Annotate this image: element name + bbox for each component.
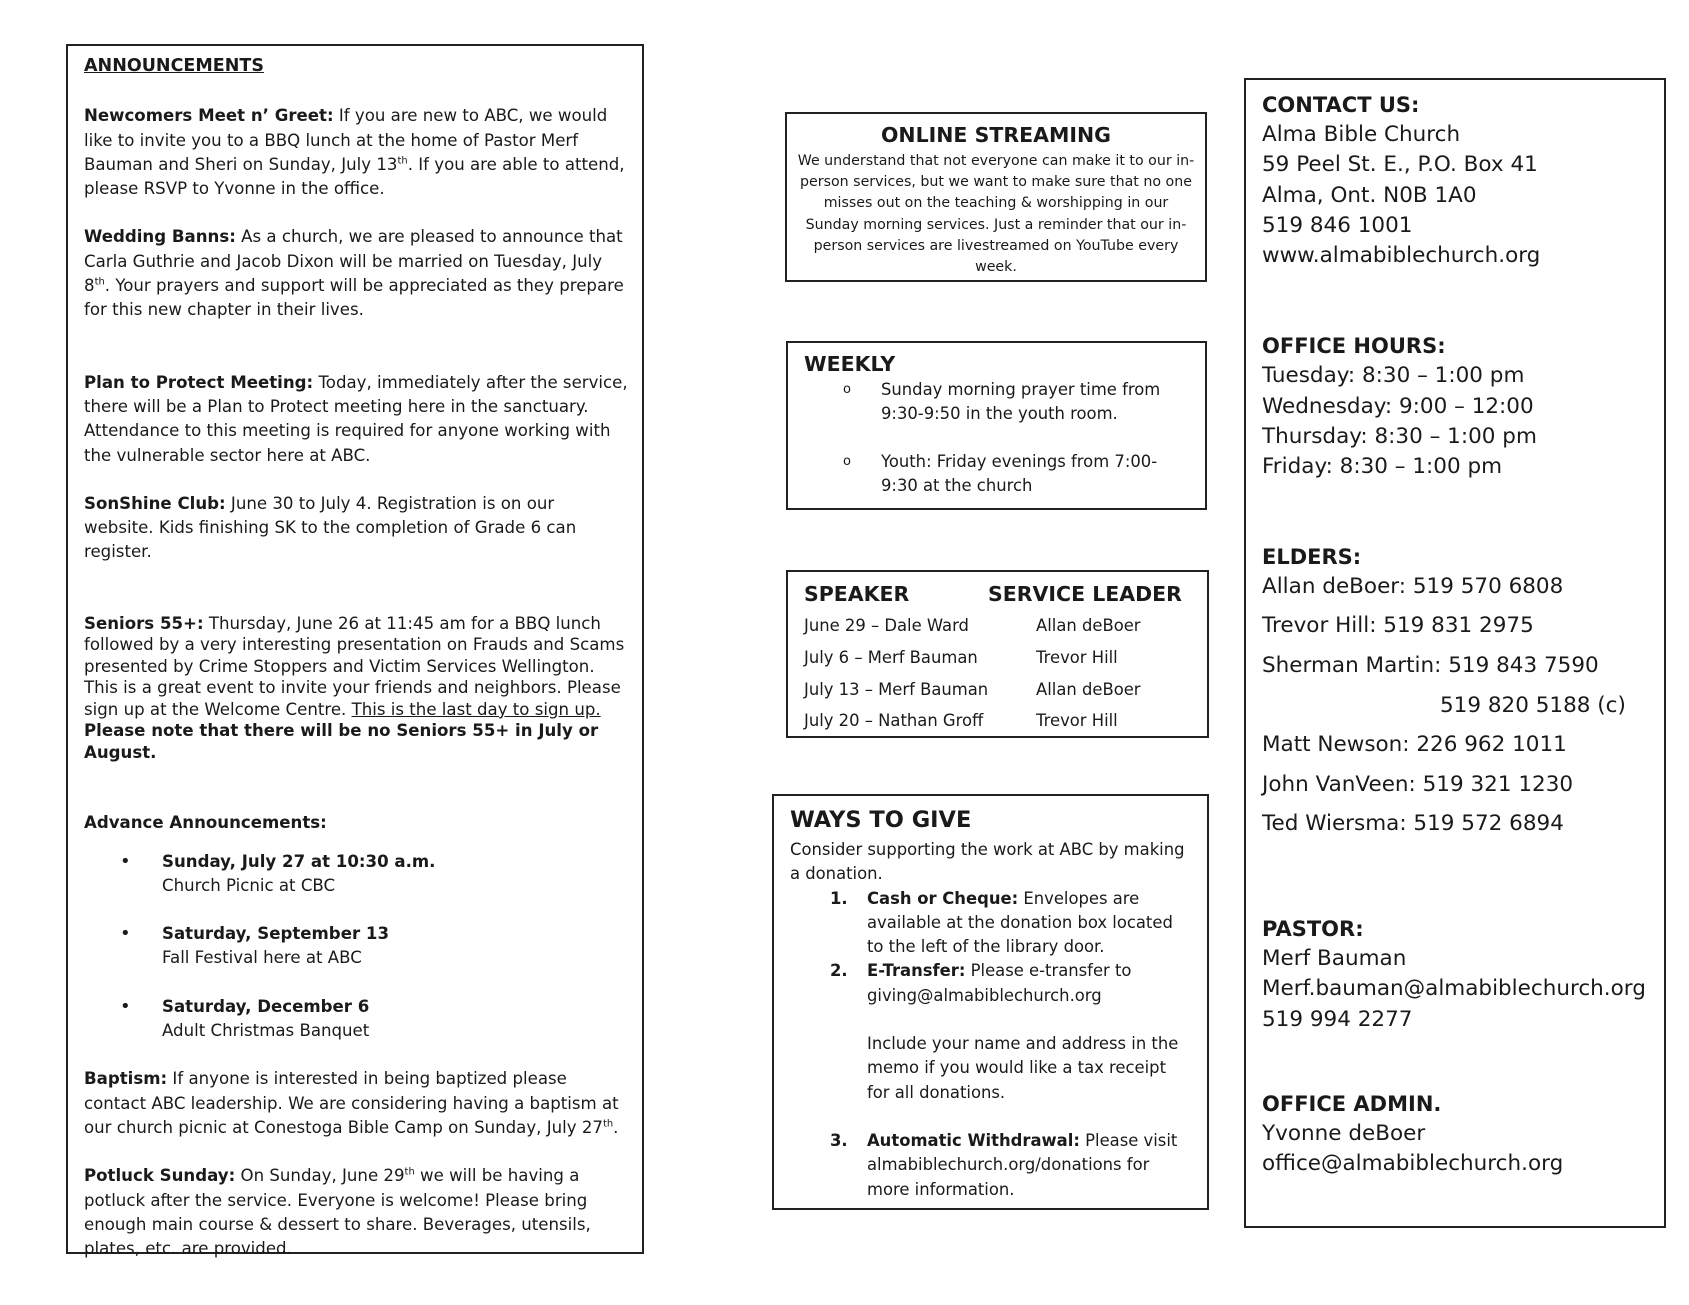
circle-bullet-icon: o xyxy=(843,382,851,397)
leader-cell: Trevor Hill xyxy=(1036,647,1118,667)
seniors-text: Thursday, June 26 at 11:45 am for a BBQ lunch followed by a very interesting presentation on Frauds and Scams presented by Crime Stoppers and Victim Services Wellington. This is a great event to invite your friends and neighbors. Please sign up at the Welcome Centre. xyxy=(84,613,625,719)
sonshine-text: June 30 to July 4. Registration is on our website. Kids finishing SK to the completion of Grade 6 can register. xyxy=(84,493,577,562)
baptism-sup: th xyxy=(602,1118,614,1130)
list-item xyxy=(120,922,628,971)
speaker-column-header: SPEAKER xyxy=(804,582,910,606)
seniors-announcement xyxy=(84,613,628,764)
list-item xyxy=(790,959,1193,1008)
announcements-panel xyxy=(66,44,644,1259)
circle-bullet-icon: o xyxy=(843,454,851,469)
pastor-name: Merf Bauman xyxy=(1262,946,1407,972)
potluck-text: On Sunday, June 29 xyxy=(235,1166,405,1186)
list-item xyxy=(804,378,1191,426)
speaker-schedule-panel xyxy=(786,570,1209,738)
step-text: Please visit almabiblechurch.org/donations for more information. xyxy=(867,1130,1178,1199)
leader-column-header: SERVICE LEADER xyxy=(988,582,1182,606)
list-item xyxy=(120,850,628,899)
step-label: Cash or Cheque: xyxy=(867,888,1019,908)
streaming-body: We understand that not everyone can make it to our in-person services, but we want to make sure that no one misses out on the teaching & worshipping in our Sunday morning services. Just a reminder that our in-person services are livestreamed on YouTube every week. xyxy=(797,153,1195,276)
step-number: 1. xyxy=(830,888,848,908)
street-address: 59 Peel St. E., P.O. Box 41 xyxy=(1262,152,1538,178)
wedding-text-end: . Your prayers and support will be appreciated as they prepare for this new chapter in their lives. xyxy=(84,276,624,320)
elder-entry: Matt Newson: 226 962 1011 xyxy=(1262,732,1567,758)
weekly-item-text: Youth: Friday evenings from 7:00-9:30 at the church xyxy=(881,452,1158,495)
office-admin-heading: OFFICE ADMIN. xyxy=(1262,1091,1442,1116)
newcomers-text: If you are new to ABC, we would like to invite you to a BBQ lunch at the home of Pastor Merf Bauman and Sheri on Sunday, July 13 xyxy=(84,106,608,174)
protect-text: Today, immediately after the service, there will be a Plan to Protect meeting here in the sanctuary. Attendance to this meeting is required for anyone working with the vulnerable sector here at ABC. xyxy=(84,372,628,465)
event-name: Church Picnic at CBC xyxy=(162,875,336,895)
admin-email[interactable]: office@almabiblechurch.org xyxy=(1262,1151,1564,1177)
sonshine-label: SonShine Club: xyxy=(84,493,226,513)
give-note: Include your name and address in the memo if you would like a tax receipt for all donations. xyxy=(867,1034,1179,1102)
elder-entry: Allan deBoer: 519 570 6808 xyxy=(1262,574,1564,600)
event-name: Adult Christmas Banquet xyxy=(162,1021,370,1041)
step-text: Envelopes are available at the donation box located to the left of the library door. xyxy=(867,888,1173,957)
elder-entry: Trevor Hill: 519 831 2975 xyxy=(1262,613,1534,639)
advance-list xyxy=(84,850,628,1044)
pastor-email[interactable]: Merf.bauman@almabiblechurch.org xyxy=(1262,976,1646,1002)
event-date: Saturday, September 13 xyxy=(162,924,389,944)
step-label: E-Transfer: xyxy=(867,961,966,981)
elder-entry: John VanVeen: 519 321 1230 xyxy=(1262,771,1574,797)
table-row xyxy=(804,610,1193,642)
seniors-label: Seniors 55+: xyxy=(84,613,204,633)
ways-to-give-panel xyxy=(772,794,1209,1210)
admin-name: Yvonne deBoer xyxy=(1262,1121,1426,1147)
leader-cell: Trevor Hill xyxy=(1036,711,1118,731)
give-intro: Consider supporting the work at ABC by making a donation. xyxy=(790,840,1185,884)
step-text: Please e-transfer to giving@almabiblechurch.org xyxy=(867,961,1132,1005)
table-row xyxy=(804,642,1193,674)
sonshine-announcement xyxy=(84,492,628,565)
schedule-header xyxy=(804,582,1193,606)
leader-cell: Allan deBoer xyxy=(1036,679,1141,699)
speaker-cell: July 13 – Merf Bauman xyxy=(804,679,989,699)
leader-cell: Allan deBoer xyxy=(1036,616,1141,635)
baptism-text: If anyone is interested in being baptized please contact ABC leadership. We are considering having a baptism at our church picnic at Conestoga Bible Camp on Sunday, July 27 xyxy=(84,1069,619,1137)
potluck-label: Potluck Sunday: xyxy=(84,1166,236,1186)
weekly-panel xyxy=(786,341,1207,510)
step-number: 2. xyxy=(830,961,848,981)
elders-heading: ELDERS: xyxy=(1262,545,1362,570)
elder-entry: Sherman Martin: 519 843 7590 xyxy=(1262,653,1599,679)
event-date: Saturday, December 6 xyxy=(162,996,370,1016)
newcomers-text-end: . If you are able to attend, please RSVP to Yvonne in the office. xyxy=(84,154,625,199)
bullet-icon: • xyxy=(120,995,131,1017)
bullet-icon: • xyxy=(120,923,131,945)
baptism-label: Baptism: xyxy=(84,1069,168,1089)
protect-announcement xyxy=(84,371,628,468)
event-date: Sunday, July 27 at 10:30 a.m. xyxy=(162,851,436,871)
office-hours-heading: OFFICE HOURS: xyxy=(1262,334,1446,359)
seniors-deadline: This is the last day to sign up. xyxy=(351,699,601,719)
elder-entry: Ted Wiersma: 519 572 6894 xyxy=(1262,811,1564,837)
elder-cell-phone: 519 820 5188 (c) xyxy=(1440,692,1626,718)
table-row xyxy=(804,674,1193,706)
advance-announcements-title: Advance Announcements: xyxy=(84,813,327,833)
give-title: WAYS TO GIVE xyxy=(790,807,972,833)
pastor-heading: PASTOR: xyxy=(1262,917,1364,941)
office-hours-line: Tuesday: 8:30 – 1:00 pm xyxy=(1262,363,1525,389)
announcements-heading: ANNOUNCEMENTS xyxy=(84,56,264,76)
church-name: Alma Bible Church xyxy=(1262,122,1461,148)
pastor-phone: 519 994 2277 xyxy=(1262,1006,1413,1032)
contact-heading: CONTACT US: xyxy=(1262,93,1420,117)
city-address: Alma, Ont. N0B 1A0 xyxy=(1262,182,1477,208)
baptism-text-end: . xyxy=(613,1117,619,1137)
wedding-sup: th xyxy=(94,276,105,288)
weekly-title: WEEKLY xyxy=(804,352,896,376)
potluck-text-end: we will be having a potluck after the service. Everyone is welcome! Please bring enough main course & dessert to share. Beverages, utensils, plates, etc. are provided. xyxy=(84,1166,591,1259)
potluck-announcement xyxy=(84,1164,628,1261)
newcomers-label: Newcomers Meet n’ Greet: xyxy=(84,106,334,126)
list-item xyxy=(790,887,1193,960)
list-item xyxy=(804,450,1191,498)
weekly-item-text: Sunday morning prayer time from 9:30-9:50 in the youth room. xyxy=(881,380,1161,423)
church-phone: 519 846 1001 xyxy=(1262,212,1413,238)
wedding-label: Wedding Banns: xyxy=(84,227,236,247)
speaker-cell: July 6 – Merf Bauman xyxy=(804,647,978,667)
bullet-icon: • xyxy=(120,850,131,872)
step-number: 3. xyxy=(830,1130,848,1150)
newcomers-sup: th xyxy=(397,155,408,167)
streaming-title: ONLINE STREAMING xyxy=(881,123,1111,147)
contact-panel xyxy=(1244,78,1666,1228)
baptism-announcement xyxy=(84,1067,628,1140)
list-item xyxy=(790,1129,1193,1202)
office-hours-line: Thursday: 8:30 – 1:00 pm xyxy=(1262,423,1537,449)
wedding-announcement xyxy=(84,225,628,322)
table-row xyxy=(804,705,1193,737)
newcomers-announcement xyxy=(84,104,628,201)
speaker-cell: June 29 – Dale Ward xyxy=(804,616,969,635)
step-label: Automatic Withdrawal: xyxy=(867,1130,1080,1150)
list-item xyxy=(120,995,628,1044)
office-hours-line: Wednesday: 9:00 – 12:00 xyxy=(1262,393,1534,419)
potluck-sup: th xyxy=(404,1166,415,1178)
protect-label: Plan to Protect Meeting: xyxy=(84,372,314,392)
event-name: Fall Festival here at ABC xyxy=(162,948,362,968)
website-link[interactable]: www.almabiblechurch.org xyxy=(1262,243,1541,269)
seniors-note: Please note that there will be no Seniors 55+ in July or August. xyxy=(84,721,599,762)
office-hours-line: Friday: 8:30 – 1:00 pm xyxy=(1262,454,1503,480)
speaker-cell: July 20 – Nathan Groff xyxy=(804,711,984,731)
online-streaming-panel xyxy=(785,112,1207,282)
wedding-text: As a church, we are pleased to announce that Carla Guthrie and Jacob Dixon will be married on Tuesday, July 8 xyxy=(84,227,623,296)
